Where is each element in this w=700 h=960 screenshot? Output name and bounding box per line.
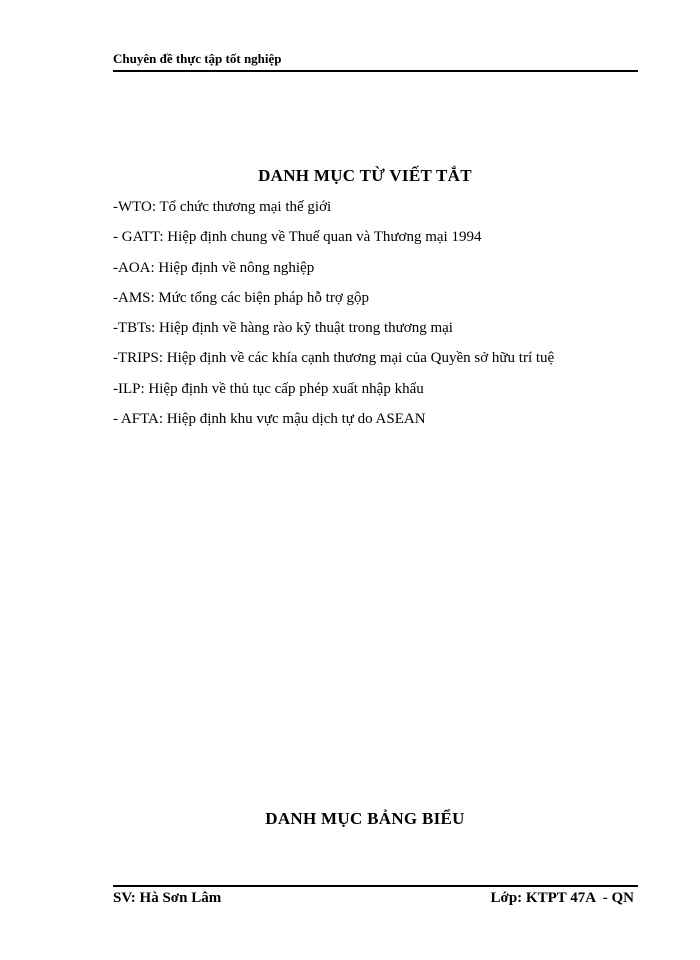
footer-student: SV: Hà Sơn Lâm	[113, 890, 222, 906]
page-header: Chuyên đề thực tập tốt nghiệp	[113, 51, 282, 66]
abbreviation-item: -WTO: Tổ chức thương mại thế giới	[113, 199, 332, 215]
abbreviations-heading: DANH MỤC TỪ VIẾT TẮT	[258, 166, 472, 185]
abbreviation-item: -TRIPS: Hiệp định về các khía cạnh thương mại của Quyền sở hữu trí tuệ	[113, 350, 555, 367]
abbreviation-item: -TBTs: Hiệp định về hàng rào kỹ thuật trong thương mại	[113, 320, 453, 337]
abbreviation-item: - AFTA: Hiệp định khu vực mậu dịch tự do ASEAN	[113, 411, 426, 428]
abbreviations-list	[113, 196, 554, 438]
footer-class: Lớp: KTPT 47A - QN	[490, 890, 634, 906]
abbreviation-item: - GATT: Hiệp định chung về Thuế quan và Thương mại 1994	[113, 229, 482, 246]
footer-divider	[113, 885, 638, 887]
header-divider	[113, 70, 638, 72]
abbreviation-item: -ILP: Hiệp định về thủ tục cấp phép xuất nhập khẩu	[113, 380, 424, 397]
tables-heading: DANH MỤC BẢNG BIỂU	[265, 809, 465, 828]
abbreviation-item: -AMS: Mức tổng các biện pháp hỗ trợ gộp	[113, 289, 370, 306]
abbreviation-item: -AOA: Hiệp định về nông nghiệp	[113, 259, 315, 276]
